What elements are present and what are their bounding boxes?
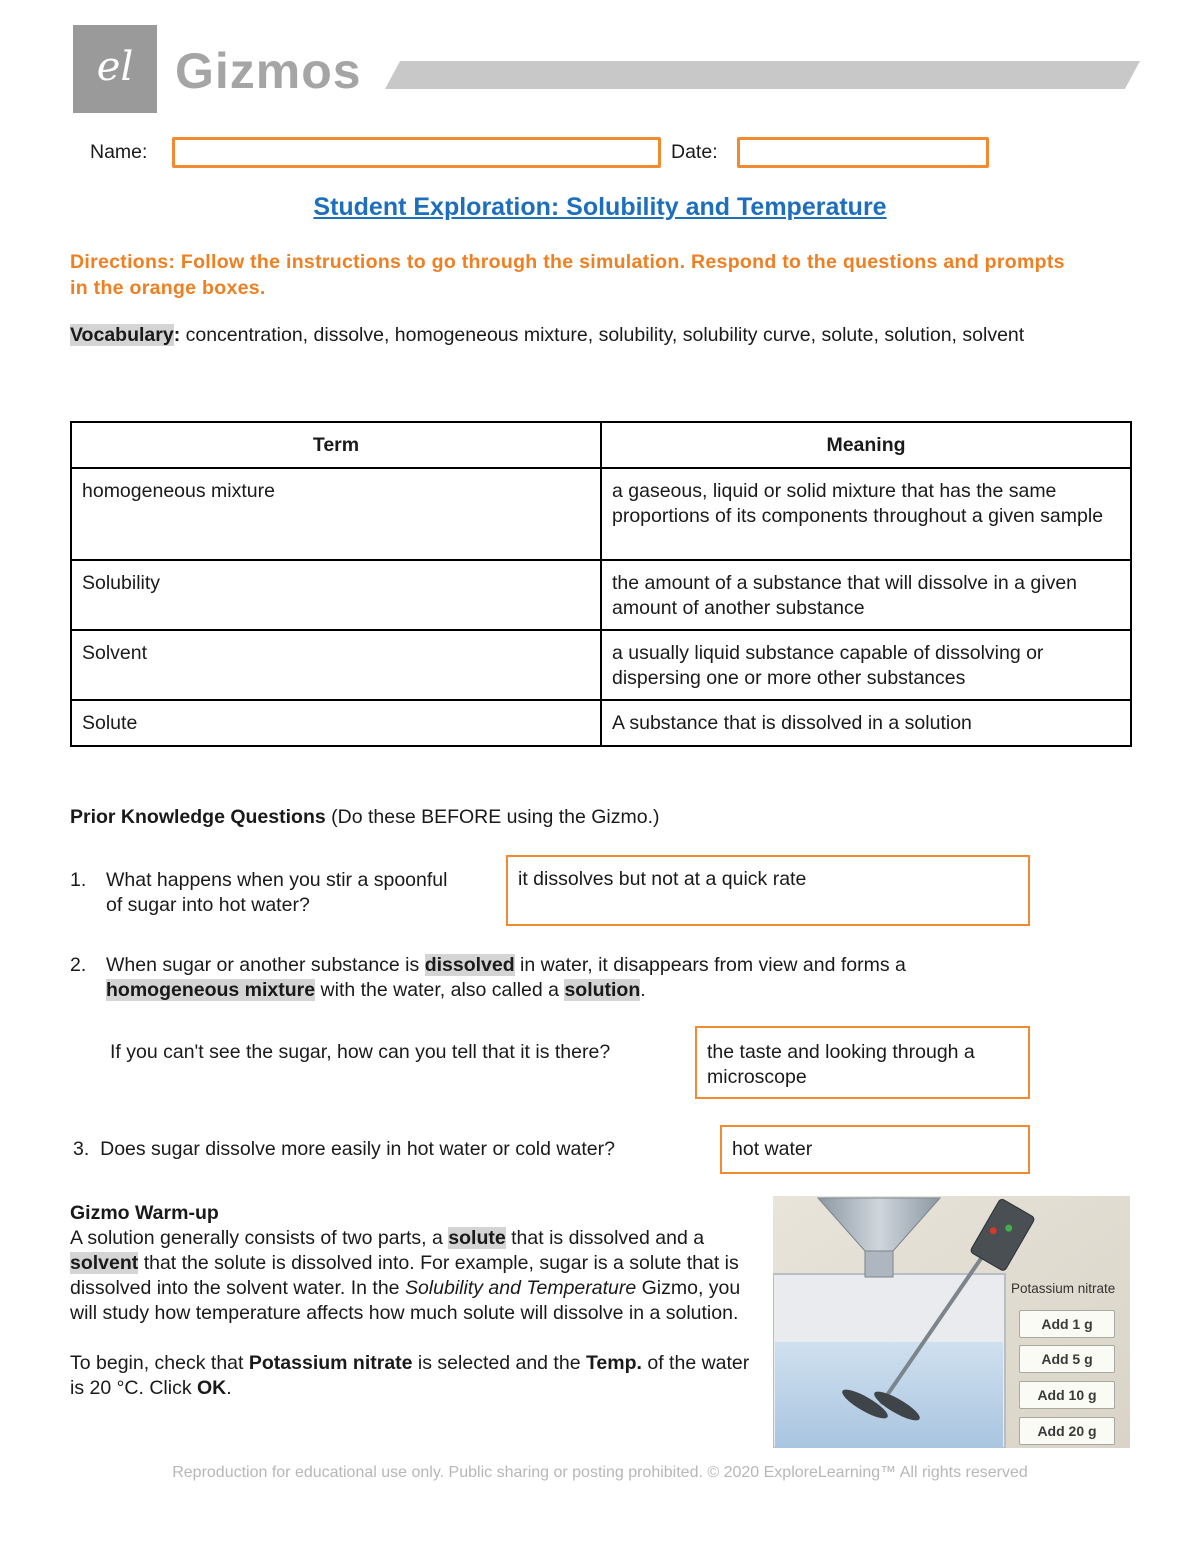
warmup-heading: Gizmo Warm-up bbox=[70, 1202, 219, 1224]
answer-box-2[interactable]: the taste and looking through a microscope bbox=[695, 1026, 1030, 1099]
warmup-paragraph-2 bbox=[70, 1351, 750, 1401]
question-3-text: Does sugar dissolve more easily in hot water or cold water? bbox=[100, 1138, 615, 1160]
term-solution: solution bbox=[564, 979, 641, 1001]
name-label: Name: bbox=[90, 141, 148, 163]
logo-icon: el bbox=[96, 44, 134, 90]
term-dissolved: dissolved bbox=[424, 954, 515, 976]
footer-copyright: Reproduction for educational use only. Public sharing or posting prohibited. © 2020 ExploreLearning™ All rights reserved bbox=[172, 1464, 1028, 1481]
brand-wordmark: Gizmos bbox=[175, 43, 362, 99]
prior-knowledge-note: (Do these BEFORE using the Gizmo.) bbox=[331, 806, 660, 828]
warmup-text: Gizmo, you will study how temperature affects how much solute will dissolve in a solution. bbox=[70, 1277, 741, 1324]
question-1-line-1: What happens when you stir a spoonful bbox=[106, 869, 448, 891]
term-solvent: solvent bbox=[70, 1252, 139, 1274]
gizmo-name: Solubility and Temperature bbox=[404, 1277, 637, 1299]
name-field[interactable] bbox=[172, 137, 661, 168]
term-cell[interactable]: Solubility bbox=[71, 560, 601, 630]
question-number: 2. bbox=[70, 954, 87, 976]
question-1-line-2: of sugar into hot water? bbox=[106, 894, 310, 916]
vocabulary-terms: concentration, dissolve, homogeneous mixture, solubility, solubility curve, solute, solution, solvent bbox=[185, 324, 1025, 346]
term-cell[interactable]: homogeneous mixture bbox=[71, 468, 601, 560]
prior-knowledge-heading-line bbox=[70, 806, 660, 829]
term-cell[interactable]: Solute bbox=[71, 700, 601, 746]
answer-box-3[interactable]: hot water bbox=[720, 1125, 1030, 1174]
date-label: Date: bbox=[671, 141, 718, 163]
meaning-cell[interactable]: a gaseous, liquid or solid mixture that has the same proportions of its components throughout a given sample bbox=[601, 468, 1131, 560]
table-header-row bbox=[71, 422, 1131, 468]
vocabulary-label: Vocabulary bbox=[70, 324, 174, 346]
warmup-text: A solution generally consists of two parts, a bbox=[70, 1227, 449, 1249]
question-number: 1. bbox=[70, 869, 87, 891]
table-header-meaning: Meaning bbox=[601, 422, 1131, 468]
warmup-text: is selected and the bbox=[412, 1352, 586, 1374]
question-3 bbox=[73, 1138, 615, 1161]
prior-knowledge-heading: Prior Knowledge Questions bbox=[70, 806, 326, 828]
term-homogeneous-mixture: homogeneous mixture bbox=[106, 979, 316, 1001]
add-5g-button[interactable]: Add 5 g bbox=[1019, 1345, 1115, 1373]
warmup-text: that the solute is dissolved into. For example, sugar is a solute that is dissolved into the solvent water. In the bbox=[70, 1252, 739, 1299]
temp-term: Temp. bbox=[585, 1352, 642, 1374]
table-row bbox=[71, 560, 1131, 630]
vocabulary-line: Vocabulary: concentration, dissolve, homogeneous mixture, solubility, solubility curve, solute, solution, solvent bbox=[70, 324, 1025, 346]
directions-text: Directions: Follow the instructions to go through the simulation. Respond to the questions and prompts in the orange boxes. bbox=[70, 251, 1065, 299]
answer-box-1[interactable]: it dissolves but not at a quick rate bbox=[506, 855, 1030, 926]
question-number: 3. bbox=[73, 1138, 90, 1160]
warmup-text: of the water is 20 °C. Click bbox=[70, 1352, 750, 1399]
question-2-text: When sugar or another substance is bbox=[106, 954, 425, 976]
meaning-cell[interactable]: A substance that is dissolved in a solution bbox=[601, 700, 1131, 746]
meaning-cell[interactable]: the amount of a substance that will dissolve in a given amount of another substance bbox=[601, 560, 1131, 630]
vocabulary-table bbox=[70, 421, 1132, 747]
question-2 bbox=[70, 953, 1066, 1003]
term-cell[interactable]: Solvent bbox=[71, 630, 601, 700]
date-field[interactable] bbox=[737, 137, 989, 168]
add-10g-button[interactable]: Add 10 g bbox=[1019, 1381, 1115, 1409]
table-header-term: Term bbox=[71, 422, 601, 468]
add-20g-button[interactable]: Add 20 g bbox=[1019, 1417, 1115, 1445]
warmup-section bbox=[70, 1201, 760, 1401]
question-1 bbox=[70, 868, 506, 918]
warmup-text: To begin, check that bbox=[70, 1352, 249, 1374]
question-2-text: with the water, also called a bbox=[315, 979, 565, 1001]
term-solute: solute bbox=[448, 1227, 506, 1249]
header-bar bbox=[385, 61, 1140, 89]
ok-term: OK bbox=[197, 1377, 227, 1399]
warmup-text: that is dissolved and a bbox=[505, 1227, 705, 1249]
table-row bbox=[71, 468, 1131, 560]
question-2-text: . bbox=[640, 979, 646, 1001]
table-row bbox=[71, 630, 1131, 700]
gizmo-screenshot bbox=[773, 1196, 1130, 1448]
question-2-text: in water, it disappears from view and forms a bbox=[514, 954, 906, 976]
gizmo-substance-label: Potassium nitrate bbox=[1011, 1281, 1116, 1296]
question-2-sub: If you can't see the sugar, how can you tell that it is there? bbox=[110, 1041, 611, 1063]
add-1g-button[interactable]: Add 1 g bbox=[1019, 1310, 1115, 1338]
page-title: Student Exploration: Solubility and Temperature bbox=[313, 193, 887, 221]
warmup-paragraph-1 bbox=[70, 1226, 750, 1326]
potassium-nitrate-term: Potassium nitrate bbox=[248, 1352, 413, 1374]
warmup-text: . bbox=[226, 1377, 232, 1399]
table-row bbox=[71, 700, 1131, 746]
meaning-cell[interactable]: a usually liquid substance capable of dissolving or dispersing one or more other substances bbox=[601, 630, 1131, 700]
